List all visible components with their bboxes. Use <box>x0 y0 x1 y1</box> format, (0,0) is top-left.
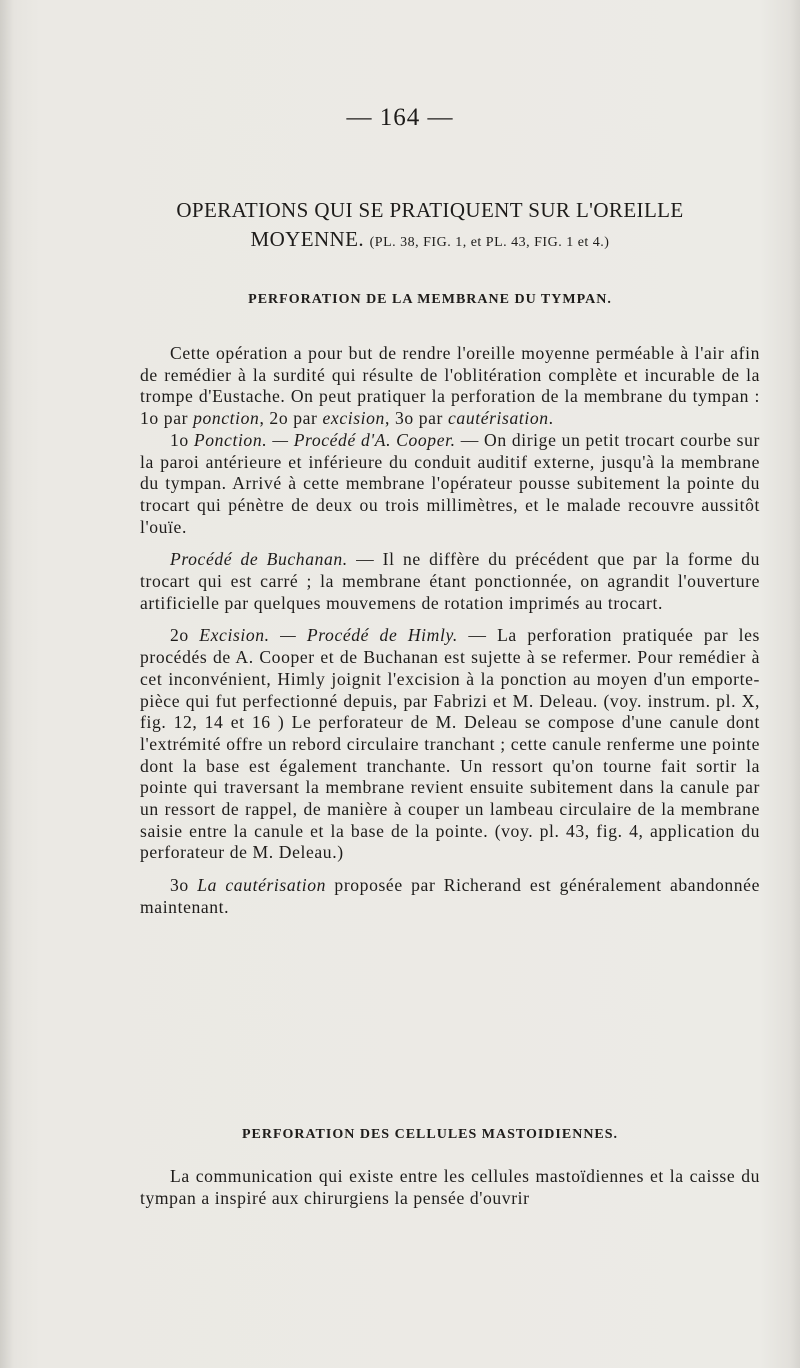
procedure-label: Excision. — Procédé de Himly. <box>199 625 458 646</box>
chapter-title-line1: OPERATIONS QUI SE PRATIQUENT SUR L'OREILLE <box>176 198 684 222</box>
procedure-label: Ponction. — Procédé d'A. Cooper. <box>193 429 456 450</box>
chapter-title <box>130 196 730 257</box>
procedure-label: La cautérisation <box>197 875 327 896</box>
paragraph-mastoid: La communication qui existe entre les cellules mastoïdiennes et la caisse du tympan a inspiré aux chirurgiens la pensée d'ouvrir <box>140 1166 760 1208</box>
paragraph-buchanan: Procédé de Buchanan. — Il ne diffère du précédent que par la forme du trocart qui est carré ; la membrane étant ponctionnée, on agrandit l'ouverture artificielle par quelques mouvemens de rotation imprimés au trocart. <box>140 549 760 613</box>
section-heading-mastoid: PERFORATION DES CELLULES MASTOIDIENNES. <box>241 1127 619 1142</box>
page-number: — 164 — <box>346 104 454 131</box>
paragraph-ponction: 1o Ponction. — Procédé d'A. Cooper. — On dirige un petit trocart courbe sur la paroi antérieure et inférieure du conduit auditif externe, jusqu'à la membrane du tympan. Arrivé à cette membrane l'opérateur pousse subitement la pointe du trocart qui pénètre de deux ou trois millimètres, et le malade recouvre aussitôt l'ouïe. <box>140 429 760 537</box>
section-body-tympan <box>140 343 760 919</box>
paragraph-excision: 2o Excision. — Procédé de Himly. — La perforation pratiquée par les procédés de A. Cooper et de Buchanan est sujette à se refermer. Pour remédier à cet inconvénient, Himly joignit l'excision à la ponction au moyen d'un emporte-pièce qui fut perfectionné depuis, par Fabrizi et M. Deleau. (voy. instrum. pl. X, fig. 12, 14 et 16 ) Le perforateur de M. Deleau se compose d'une canule dont l'extrémité offre un rebord circulaire tranchant ; cette canule renferme une pointe dont la base est également tranchante. Un ressort qu'on tourne fait sortir la pointe qui traversant la membrane revient ensuite subitement dans la canule par un ressort de rappel, de manière à couper un lambeau circulaire de la membrane saisie entre la canule et la base de la pointe. (voy. pl. 43, fig. 4, application du perforateur de M. Deleau.) <box>140 625 761 863</box>
section-body-mastoid <box>140 1166 760 1209</box>
chapter-title-main: MOYENNE. <box>250 227 364 251</box>
paragraph-cauterisation: 3o La cautérisation proposée par Richerand est généralement abandonnée maintenant. <box>140 875 760 917</box>
chapter-title-line2 <box>130 225 730 257</box>
plate-reference: (PL. 38, FIG. 1, et PL. 43, FIG. 1 et 4.) <box>369 235 610 250</box>
procedure-label: Procédé de Buchanan. <box>170 549 348 570</box>
paragraph-intro: Cette opération a pour but de rendre l'oreille moyenne perméable à l'air afin de remédier à la surdité qui résulte de l'oblitération complète et incurable de la trompe d'Eustache. On peut pratiquer la perforation de la membrane du tympan : 1o par ponction, 2o par excision, 3o par cautérisation. <box>140 343 760 429</box>
section-heading-tympan: PERFORATION DE LA MEMBRANE DU TYMPAN. <box>248 292 612 307</box>
